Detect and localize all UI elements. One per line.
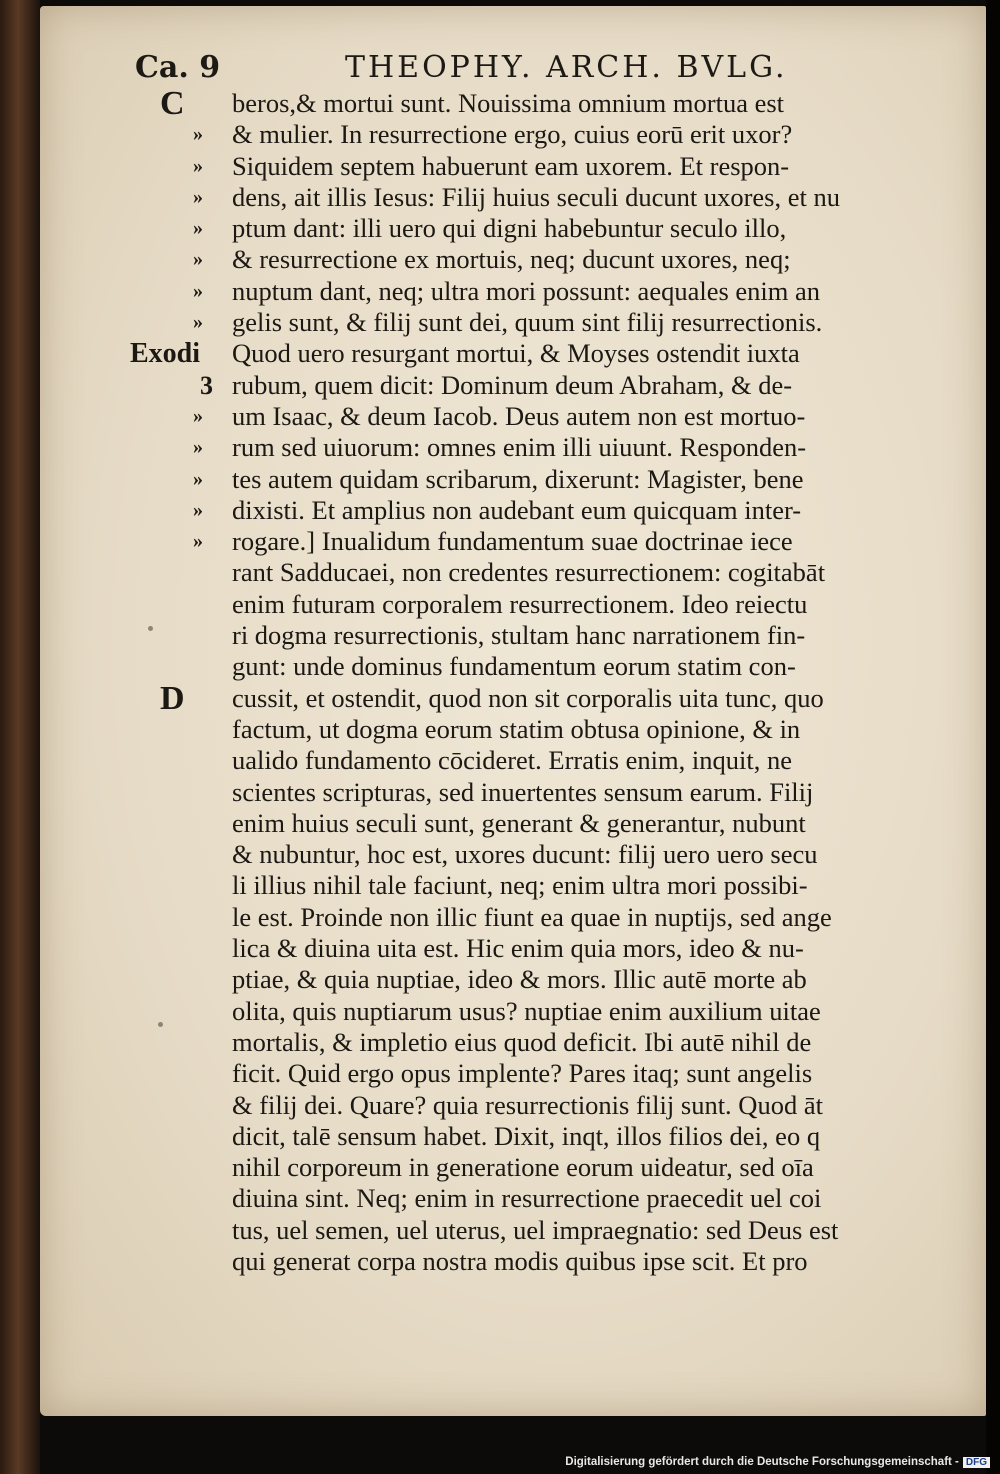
margin-reference-number: 3	[200, 370, 213, 400]
margin-blank	[130, 557, 230, 588]
text-line: ri dogma resurrectionis, stultam hanc narrationem fin-	[232, 620, 806, 651]
text-line: enim futuram corporalem resurrectionem. Ideo reiectu	[232, 588, 808, 619]
text-line: um Isaac, & deum Iacob. Deus autem non est mortuo-	[232, 400, 806, 431]
text-line: scientes scripturas, sed inuertentes sensum earum. Filij	[232, 776, 814, 807]
text-line: & mulier. In resurrectione ergo, cuius eorū erit uxor?	[232, 119, 793, 150]
quote-mark: »	[193, 123, 203, 146]
page-edge-shadow	[986, 0, 1000, 1474]
quote-mark: »	[193, 154, 203, 177]
text-line: ptiae, & quia nuptiae, ideo & mors. Illic autē morte ab	[232, 964, 807, 995]
quote-mark: »	[193, 185, 203, 208]
text-line: gunt: unde dominus fundamentum eorum statim con-	[232, 651, 796, 682]
text-line: ualido fundamento cōcideret. Erratis enim, inquit, ne	[232, 745, 793, 776]
text-line: lica & diuina uita est. Hic enim quia mors, ideo & nu-	[232, 933, 804, 964]
margin-blank	[130, 589, 230, 620]
text-line: olita, quis nuptiarum usus? nuptiae enim auxilium uitae	[232, 995, 821, 1026]
text-line: Quod uero resurgant mortui, & Moyses ostendit iuxta	[232, 338, 800, 369]
margin-column	[130, 85, 230, 717]
text-line: & nubuntur, hoc est, uxores ducunt: filij uero uero secu	[232, 839, 818, 870]
margin-blank	[130, 651, 230, 682]
text-line: & resurrectione ex mortuis, neq; ducunt uxores, neq;	[232, 244, 791, 275]
quote-mark: »	[193, 436, 203, 459]
text-line: ptum dant: illi uero qui digni habebuntur seculo illo,	[232, 213, 787, 244]
text-line: nihil corporeum in generatione eorum uideatur, sed oīa	[232, 1152, 814, 1183]
body-text	[232, 88, 932, 1277]
text-line: nuptum dant, neq; ultra mori possunt: aequales enim an	[232, 275, 821, 306]
quote-mark: »	[193, 498, 203, 521]
quote-mark: »	[193, 311, 203, 334]
dfg-logo: DFG	[963, 1457, 990, 1468]
text-line: & filij dei. Quare? quia resurrectionis filij sunt. Quod āt	[232, 1089, 823, 1120]
book-binding	[0, 0, 40, 1474]
quote-mark: »	[193, 248, 203, 271]
text-line: dens, ait illis Iesus: Filij huius seculi ducunt uxores, et nu	[232, 181, 840, 212]
digitization-credit	[565, 1456, 990, 1468]
running-head: THEOPHY. ARCH. BVLG.	[345, 50, 788, 85]
text-line: diuina sint. Neq; enim in resurrectione praecedit uel coi	[232, 1183, 822, 1214]
text-line: rubum, quem dicit: Dominum deum Abraham, & de-	[232, 369, 793, 400]
text-line: rum sed uiuorum: omnes enim illi uiuunt. Responden-	[232, 432, 807, 463]
section-letter-c: C	[160, 85, 185, 122]
page-stain	[158, 1022, 163, 1027]
text-line: mortalis, & impletio eius quod deficit. Ibi autē nihil de	[232, 1026, 812, 1057]
text-line: le est. Proinde non illic fiunt ea quae in nuptijs, sed ange	[232, 901, 832, 932]
text-line: tus, uel semen, uel uterus, uel impraegnatio: sed Deus est	[232, 1214, 839, 1245]
section-letter-d: D	[160, 679, 185, 717]
quote-mark: »	[193, 404, 203, 427]
text-line: rogare.] Inualidum fundamentum suae doctrinae iece	[232, 526, 793, 557]
text-line: qui generat corpa nostra modis quibus ipse scit. Et pro	[232, 1245, 808, 1276]
text-line: enim huius seculi sunt, generant & generantur, nubunt	[232, 807, 806, 838]
margin-reference-exodus: Exodi	[130, 338, 201, 370]
text-line: dixisti. Et amplius non audebant eum quicquam inter-	[232, 494, 802, 525]
credit-text: Digitalisierung gefördert durch die Deutsche Forschungsgemeinschaft -	[565, 1456, 959, 1468]
text-line: Siquidem septem habuerunt eam uxorem. Et respon-	[232, 150, 790, 181]
quote-mark: »	[193, 530, 203, 553]
quote-mark: »	[193, 217, 203, 240]
text-line: ficit. Quid ergo opus implente? Pares itaq; sunt angelis	[232, 1058, 813, 1089]
text-line: tes autem quidam scribarum, dixerunt: Magister, bene	[232, 463, 804, 494]
text-line: dicit, talē sensum habet. Dixit, inqt, illos filios dei, eo q	[232, 1120, 821, 1151]
chapter-marker: Ca. 9	[135, 50, 221, 85]
margin-blank	[130, 620, 230, 651]
text-line: cussit, et ostendit, quod non sit corporalis uita tunc, quo	[232, 682, 824, 713]
quote-mark: »	[193, 279, 203, 302]
text-line: rant Sadducaei, non credentes resurrectionem: cogitabāt	[232, 557, 826, 588]
text-line: beros,& mortui sunt. Nouissima omnium mortua est	[232, 88, 785, 118]
quote-mark: »	[193, 467, 203, 490]
text-line: factum, ut dogma eorum statim obtusa opinione, & in	[232, 713, 801, 744]
text-line: li illius nihil tale faciunt, neq; enim ultra mori possibi-	[232, 870, 808, 901]
text-line: gelis sunt, & filij sunt dei, quum sint filij resurrectionis.	[232, 307, 823, 338]
